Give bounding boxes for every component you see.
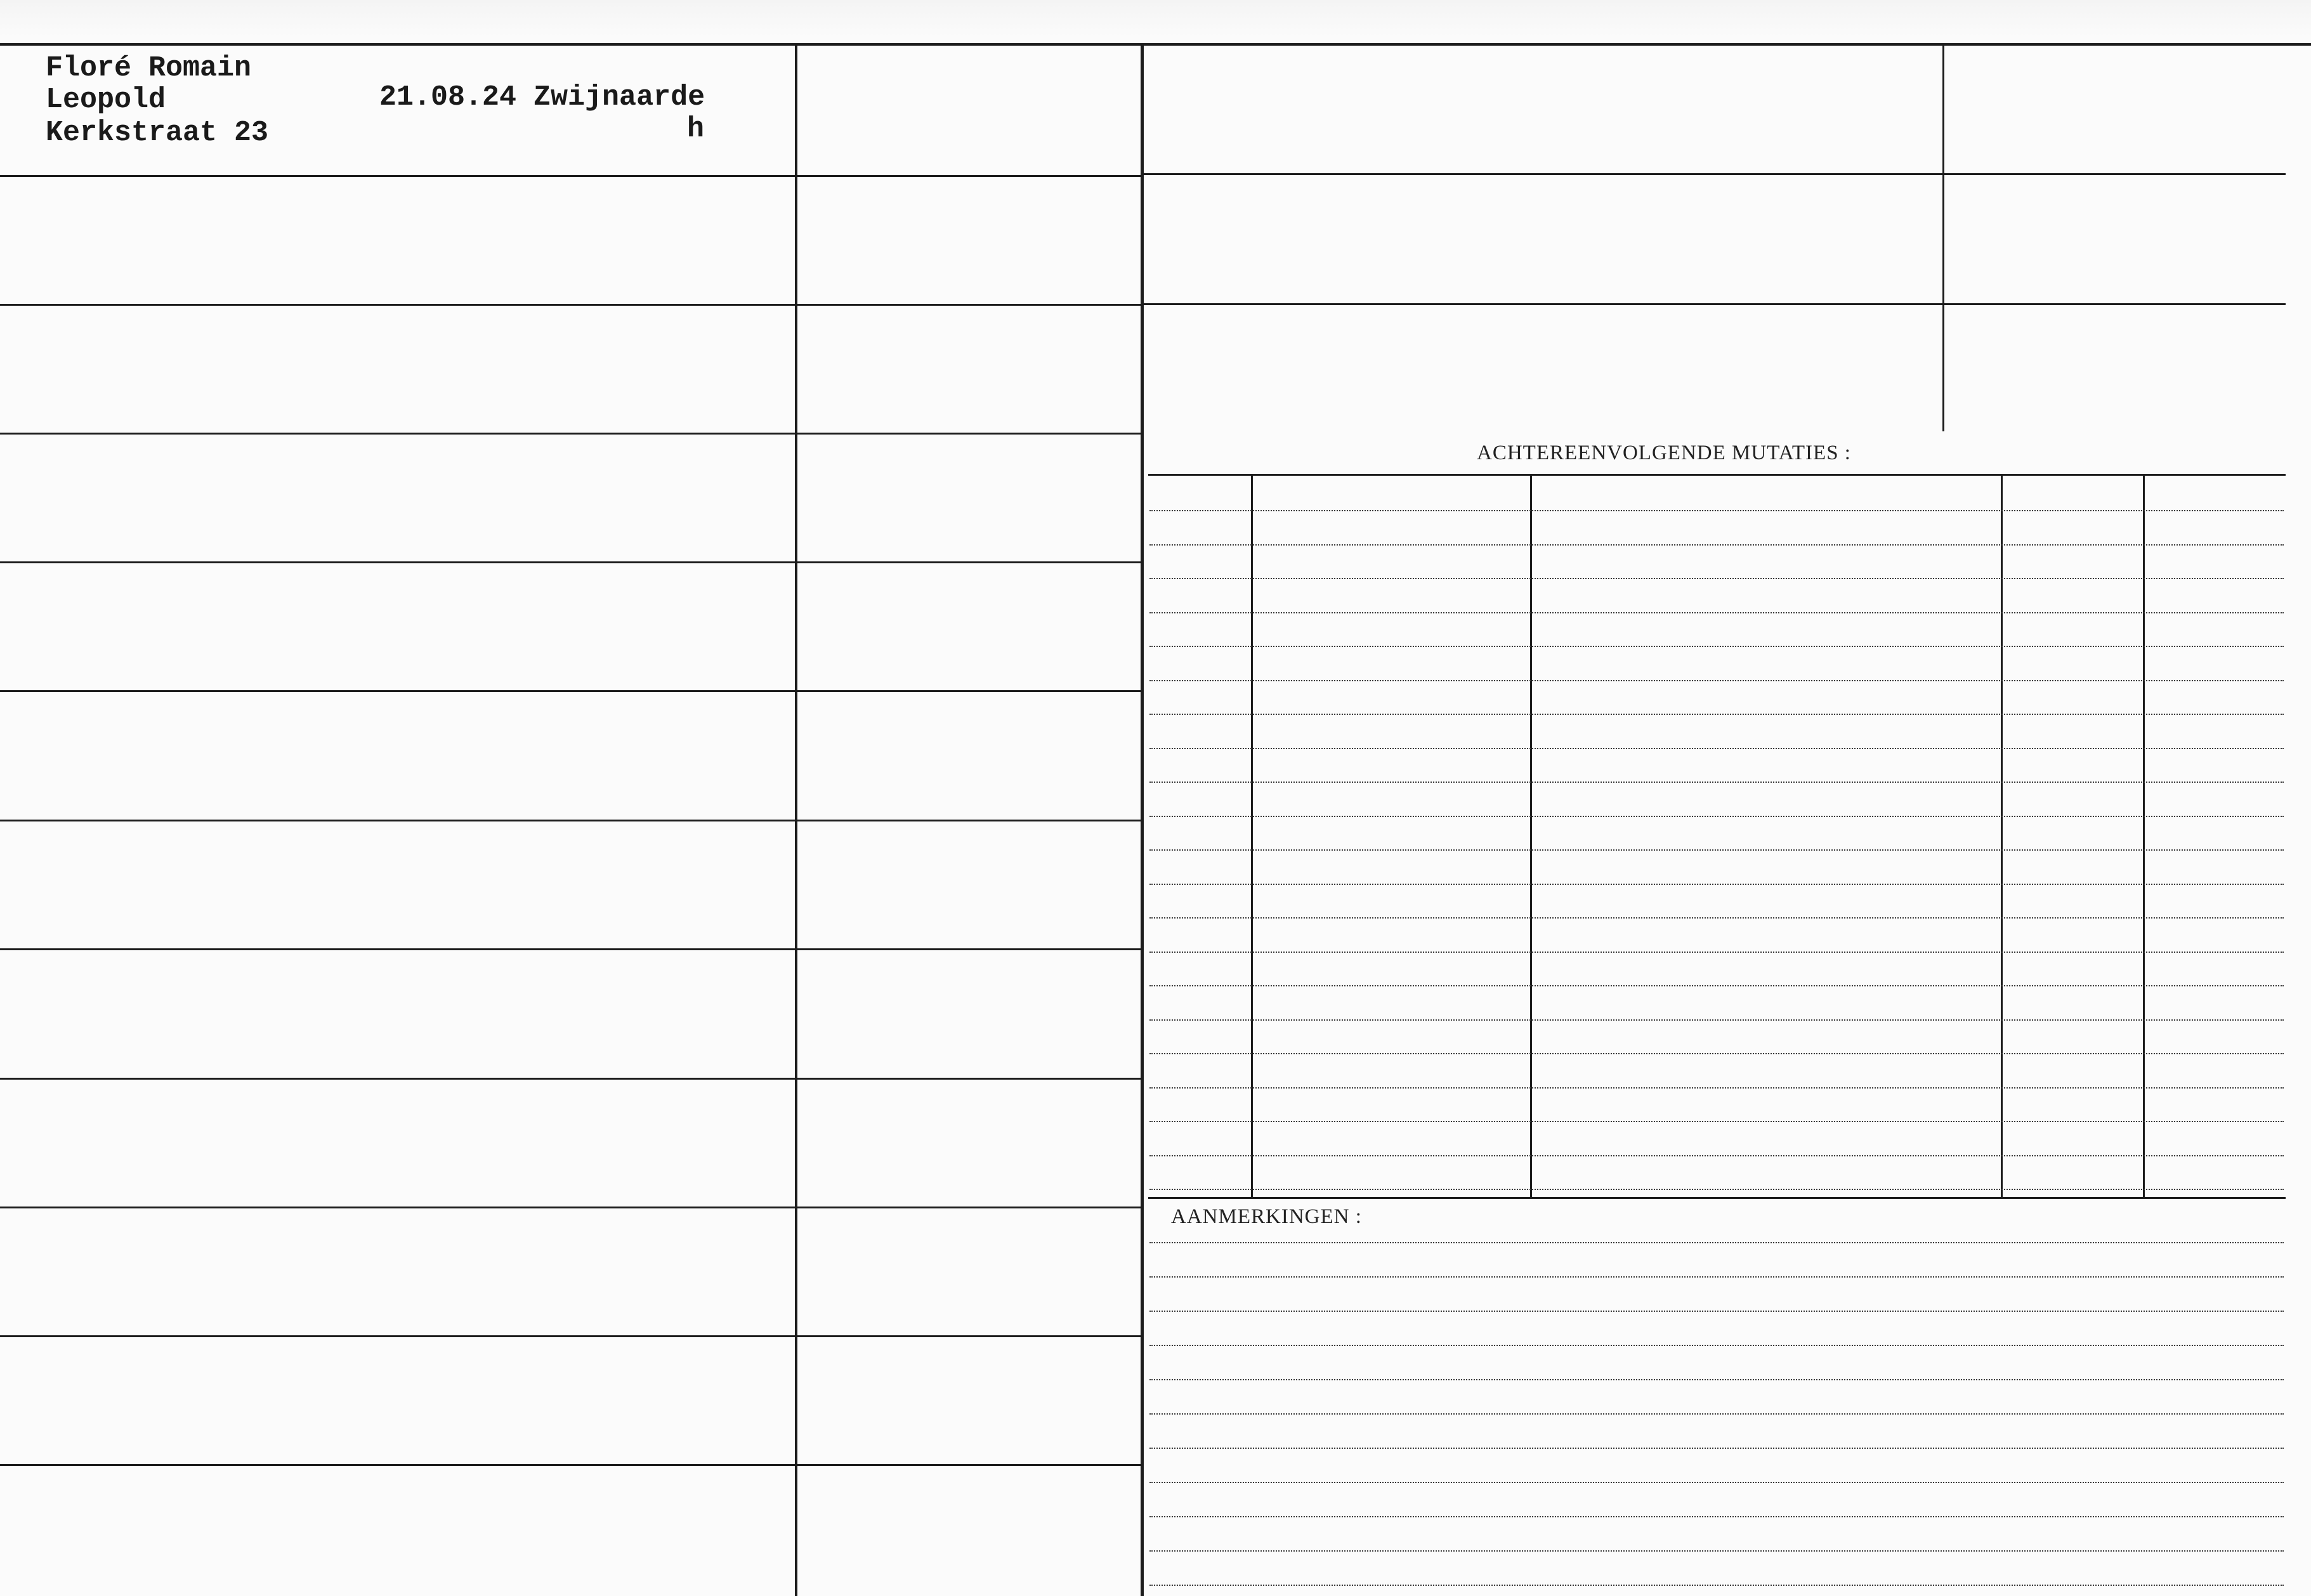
second-name-text: Leopold [46,84,166,116]
mutations-column-divider [2001,476,2003,1197]
top-right-row-line [1144,173,2286,175]
mutation-row-line [1149,849,2284,851]
mutation-row-line [1149,748,2284,749]
mutations-column-divider [1530,476,1532,1197]
left-row-line [0,820,1142,821]
remark-line [1149,1482,2284,1483]
remark-line [1149,1276,2284,1278]
mutations-title: ACHTEREENVOLGENDE MUTATIES : [1477,442,1851,464]
remark-line [1149,1585,2284,1586]
remark-line [1149,1311,2284,1312]
mutation-row-line [1149,1087,2284,1089]
scanned-top-edge [0,0,2311,37]
left-row-line [0,304,1142,306]
mutation-row-line [1149,917,2284,919]
top-right-divider [1942,46,1944,431]
birth-date-place-text: 21.08.24 Zwijnaarde [379,81,705,114]
mutation-row-line [1149,884,2284,885]
mutation-row-line [1149,544,2284,546]
left-row-line [0,1464,1142,1466]
left-row-line [0,433,1142,435]
mutation-row-line [1149,680,2284,681]
remark-line [1149,1448,2284,1449]
remark-line [1149,1345,2284,1346]
left-row-line [0,1335,1142,1337]
top-right-row-line [1144,303,2286,305]
mutation-row-line [1149,510,2284,511]
remark-line [1149,1413,2284,1415]
mutation-row-line [1149,1019,2284,1021]
left-row-line [0,175,1142,177]
mutation-row-line [1149,782,2284,783]
remark-line [1149,1242,2284,1243]
mutation-row-line [1149,1121,2284,1122]
mutation-row-line [1149,612,2284,613]
left-row-line [0,561,1142,563]
mutations-bottom-line [1148,1197,2286,1199]
mutation-row-line [1149,1189,2284,1190]
mutation-row-line [1149,646,2284,647]
left-row-line [0,1078,1142,1080]
mutation-row-line [1149,952,2284,953]
left-row-line [0,1207,1142,1208]
name-text: Floré Romain [46,52,252,84]
remark-line [1149,1379,2284,1380]
mutation-row-line [1149,578,2284,579]
remark-line [1149,1516,2284,1517]
mutation-row-line [1149,816,2284,817]
mutation-row-line [1149,1155,2284,1156]
mutation-row-line [1149,1053,2284,1054]
mark-text: h [687,113,705,145]
address-text: Kerkstraat 23 [46,117,269,149]
mutation-row-line [1149,714,2284,715]
mutations-column-divider [1251,476,1253,1197]
mutation-row-line [1149,985,2284,986]
left-row-line [0,948,1142,950]
remarks-title: AANMERKINGEN : [1171,1205,1362,1228]
left-row-line [0,690,1142,692]
mutations-top-line [1148,474,2286,476]
top-border [0,43,2311,46]
remark-line [1149,1550,2284,1552]
mutations-column-divider [2143,476,2145,1197]
